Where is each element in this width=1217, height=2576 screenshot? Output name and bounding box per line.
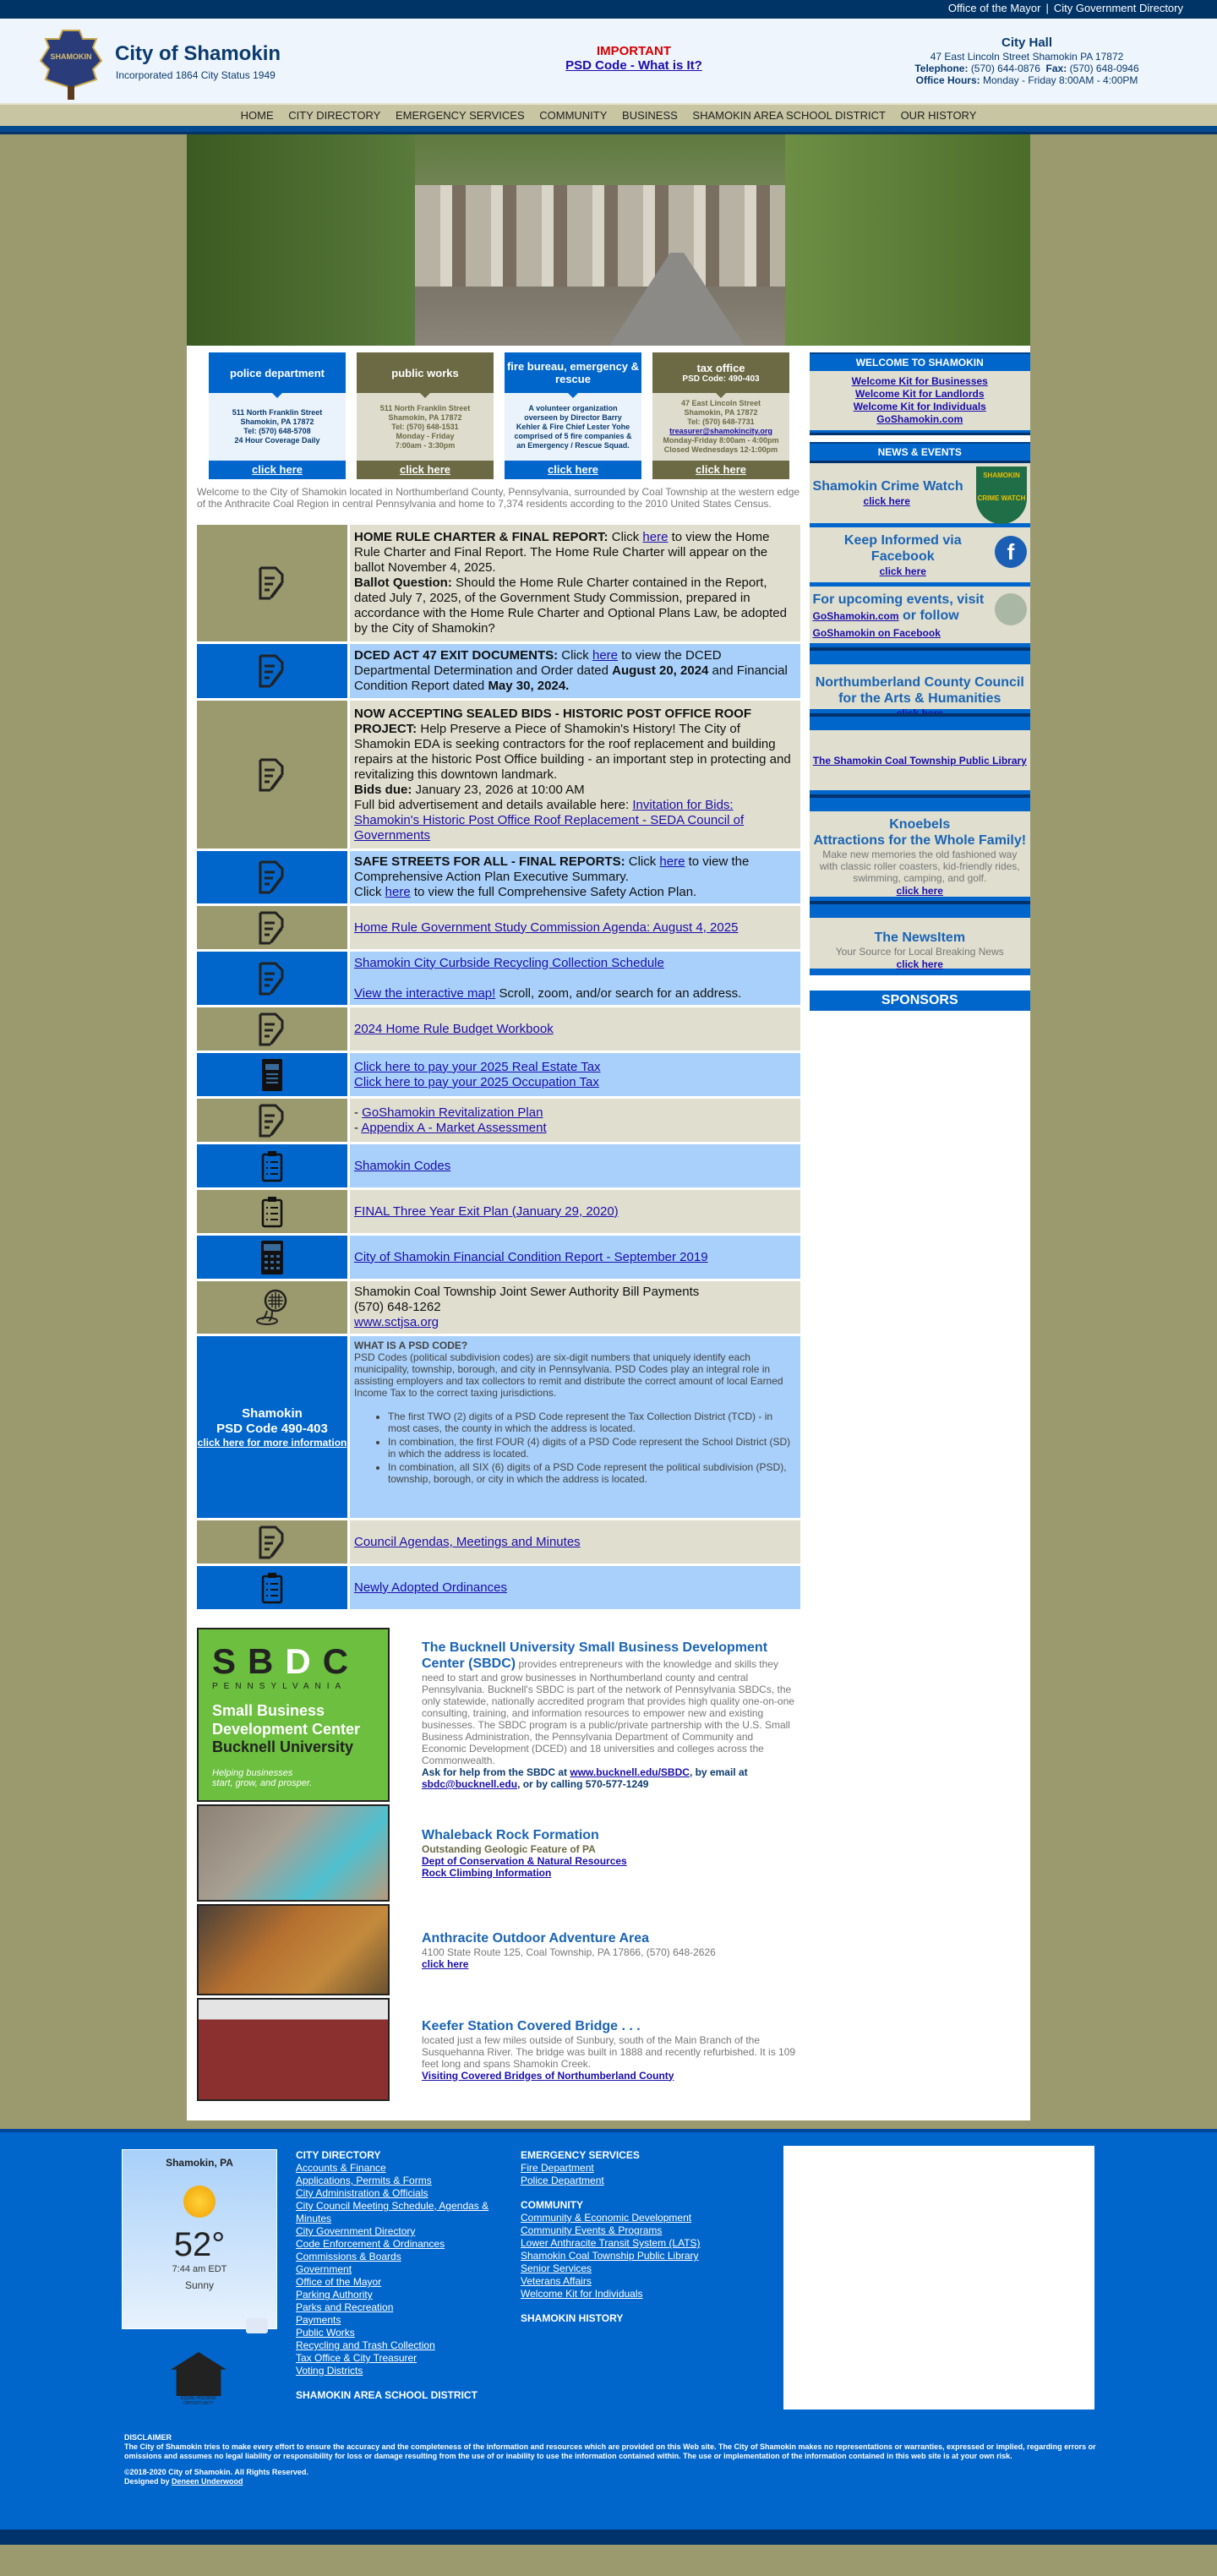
- nav-our-history[interactable]: OUR HISTORY: [900, 109, 977, 122]
- logo-text: C: [322, 1641, 361, 1681]
- card-line: A volunteer organization: [528, 403, 618, 412]
- document-edit-icon: [197, 1007, 347, 1051]
- occupation-tax-link[interactable]: Click here to pay your 2025 Occupation Tax: [354, 1074, 599, 1089]
- hero-houses: [415, 185, 787, 287]
- document-edit-icon: [197, 906, 347, 949]
- card-title-text: tax office: [696, 362, 745, 374]
- dcnr-link[interactable]: Dept of Conservation & Natural Resources: [422, 1855, 627, 1867]
- nav-city-directory[interactable]: CITY DIRECTORY: [288, 109, 381, 122]
- newsitem-link[interactable]: click here: [896, 958, 943, 970]
- city-hall-title: City Hall: [1001, 35, 1052, 50]
- nav-community[interactable]: COMMUNITY: [539, 109, 608, 122]
- promo-text: Ask for help from the SBDC at: [422, 1766, 570, 1778]
- arts-title: Northumberland County Council for the Arts & Humanities: [815, 675, 1024, 706]
- clipboard-list-icon: [197, 1144, 347, 1187]
- goshamokin-events-link[interactable]: GoShamokin.com: [812, 610, 899, 622]
- footer-link[interactable]: Fire Department: [521, 2162, 594, 2174]
- footer-link[interactable]: Accounts & Finance: [296, 2162, 386, 2174]
- government-directory-link[interactable]: City Government Directory: [1053, 2, 1183, 14]
- row-heading: HOME RULE CHARTER & FINAL REPORT:: [354, 530, 608, 544]
- equal-housing-text: EQUAL HOUSING OPPORTUNITY: [181, 2396, 216, 2406]
- goshamokin-link[interactable]: GoShamokin.com: [876, 413, 963, 425]
- psd-bullet: • The first TWO (2) digits of a PSD Code represent the Tax Collection District (TCD) - in most cases, the county in which the address is located.: [388, 1411, 796, 1434]
- card-line: Kehler & Fire Chief Lester Yohe: [516, 422, 630, 431]
- crime-watch-badge-icon: SHAMOKIN CRIME WATCH: [976, 467, 1027, 524]
- footer-school-district-link[interactable]: SHAMOKIN AREA SCHOOL DISTRICT: [296, 2389, 478, 2401]
- fire-click-here-button[interactable]: click here: [505, 461, 641, 479]
- psd-bullet: • In combination, all SIX (6) digits of a PSD Code represent the political subdivision (PSD), township, borough, or city in which the address is located.: [388, 1461, 796, 1485]
- row-text: to view the Comprehensive Action Plan Executive Summary.: [354, 854, 750, 884]
- welcome-box: [810, 352, 1030, 435]
- promo-title: Whaleback Rock Formation: [422, 1828, 599, 1842]
- card-line: Tel: (570) 648-1531: [391, 422, 459, 431]
- footer-link[interactable]: City Government Directory: [296, 2225, 416, 2237]
- logo-text: Development Center: [212, 1721, 361, 1738]
- bottom-bar: [0, 2530, 1217, 2545]
- row-sealed-bids: [197, 701, 800, 849]
- document-edit-icon: [197, 1099, 347, 1142]
- promo-text: provides entrepreneurs with the knowledge and skills they need to start and grow businesses in Northumberland county and central Pennsylvania. Bucknell's SBDC is part of the network of Pennsylvania SBDCs, the only statewide, nationally accredited program that provides high quality one-on-one consulting, training, and information resources to empower new and existing businesses. The SBDC program is a public/private partnership with the U.S. Small Business Administration, the Pennsylvania Department of Community and Economic Development (DCED) and 18 universities and colleges across the Commonwealth.: [422, 1658, 794, 1766]
- footer-history-link[interactable]: SHAMOKIN HISTORY: [521, 2312, 624, 2324]
- site-title[interactable]: City of Shamokin: [115, 42, 281, 65]
- knoebels-title: Knoebels: [889, 817, 951, 832]
- crime-watch-link[interactable]: click here: [863, 495, 910, 507]
- financial-report-link[interactable]: City of Shamokin Financial Condition Report - September 2019: [354, 1249, 708, 1264]
- footer-link[interactable]: Community Events & Programs: [521, 2224, 663, 2236]
- calculator-icon: [197, 1236, 347, 1279]
- treasurer-email-link[interactable]: treasurer@shamokincity.org: [669, 427, 772, 435]
- card-fire: [505, 352, 641, 479]
- logo-text: start, grow, and prosper.: [212, 1778, 313, 1788]
- document-edit-icon: [197, 644, 347, 698]
- footer-emergency-community: [521, 2149, 757, 2325]
- sewer-drain-icon: [197, 1281, 347, 1334]
- safe-streets-summary-link[interactable]: here: [659, 854, 685, 869]
- interactive-map-link[interactable]: View the interactive map!: [354, 985, 496, 1001]
- row-text: Scroll, zoom, and/or search for an address.: [495, 985, 742, 1001]
- row-text: Help Preserve a Piece of Shamokin's History! The City of Shamokin EDA is seeking contractors for the roof replacement and building repairs at the historic Post Office building - an important step in protecting and revitalizing this downtown landmark.: [354, 721, 791, 782]
- weather-condition: Sunny: [184, 2279, 215, 2291]
- footer-embed-box: [783, 2146, 1094, 2410]
- hero-trees-right: [785, 134, 1030, 346]
- footer-link[interactable]: Veterans Affairs: [521, 2275, 592, 2287]
- card-subtitle: PSD Code: 490-403: [682, 374, 760, 384]
- header: [0, 19, 1217, 103]
- council-agendas-link[interactable]: Council Agendas, Meetings and Minutes: [354, 1534, 581, 1549]
- arrow-divider: [810, 647, 1030, 664]
- card-tax-office: [652, 352, 789, 479]
- revitalization-plan-link[interactable]: GoShamokin Revitalization Plan: [362, 1105, 543, 1120]
- date-bold: August 20, 2024: [612, 663, 709, 678]
- telephone-label: Telephone:: [914, 63, 969, 74]
- row-home-rule: [197, 525, 800, 641]
- facebook-icon[interactable]: f: [995, 536, 1027, 568]
- recycling-schedule-link[interactable]: Shamokin City Curbside Recycling Collection Schedule: [354, 955, 664, 970]
- events-item: [810, 587, 1030, 647]
- footer-link[interactable]: Commissions & Boards: [296, 2251, 401, 2262]
- footer-link[interactable]: City Council Meeting Schedule, Agendas & Minutes: [296, 2200, 489, 2224]
- welcome-box-title: WELCOME TO SHAMOKIN: [810, 352, 1030, 371]
- ballot-question-label: Ballot Question:: [354, 576, 452, 590]
- hours-label: Office Hours:: [915, 74, 980, 86]
- card-title: police department: [209, 352, 346, 393]
- exit-plan-link[interactable]: FINAL Three Year Exit Plan (January 29, 2020): [354, 1203, 619, 1219]
- welcome-text: Welcome to the City of Shamokin located in Northumberland County, Pennsylvania, surrounded by Coal Township at the western edge of the Anthracite Coal Region in central Pennsylvania and home to 7,374 residents according to the 2010 United States Census.: [197, 486, 800, 510]
- newsitem-item: [810, 918, 1030, 975]
- hero-image: [187, 134, 1030, 346]
- news-events-box: [810, 442, 1030, 463]
- row-psd-code: [197, 1336, 800, 1518]
- separator: |: [1045, 2, 1049, 14]
- logo-text: PENNSYLVANIA: [212, 1682, 347, 1691]
- tax-office-click-here-button[interactable]: click here: [652, 461, 789, 479]
- sewer-phone: (570) 648-1262: [354, 1300, 441, 1314]
- welcome-kit-landlords-link[interactable]: Welcome Kit for Landlords: [855, 388, 985, 400]
- library-item: [810, 730, 1030, 794]
- hours: Monday - Friday 8:00AM - 4:00PM: [982, 74, 1138, 86]
- library-link[interactable]: The Shamokin Coal Township Public Library: [812, 755, 1027, 767]
- bids-due-date: January 23, 2026 at 10:00 AM: [412, 782, 585, 797]
- covered-bridge-image: [197, 1998, 390, 2101]
- market-assessment-link[interactable]: Appendix A - Market Assessment: [361, 1120, 547, 1135]
- arrow-divider: [810, 901, 1030, 918]
- top-bar: [0, 0, 1217, 19]
- row-heading: SAFE STREETS FOR ALL - FINAL REPORTS:: [354, 854, 625, 869]
- goshamokin-logo-icon: [995, 593, 1027, 625]
- date-bold: May 30, 2024.: [488, 679, 570, 693]
- card-title: public works: [357, 352, 494, 393]
- budget-workbook-link[interactable]: 2024 Home Rule Budget Workbook: [354, 1021, 554, 1036]
- row-ordinances: [197, 1566, 800, 1609]
- card-body: [652, 393, 789, 461]
- telephone: (570) 644-0876: [970, 63, 1040, 74]
- office-of-mayor-link[interactable]: Office of the Mayor: [947, 2, 1041, 14]
- document-edit-icon: [197, 952, 347, 1005]
- important-label: IMPORTANT: [596, 44, 672, 58]
- events-text: or follow: [898, 609, 959, 623]
- card-line: Tel: (570) 648-5708: [243, 427, 311, 435]
- logo-text: D: [285, 1641, 323, 1681]
- footer-link[interactable]: Tax Office & City Treasurer: [296, 2352, 417, 2364]
- promo-text: located just a few miles outside of Sunbury, south of the Main Branch of the Susquehanna River. The bridge was built in 1888 and recently refurbished. It is 109 feet long and spans Shamokin Creek.: [422, 2033, 796, 2070]
- equal-housing-icon: [169, 2352, 228, 2411]
- card-public-works: [357, 352, 494, 479]
- promo-text: 4100 State Route 125, Coal Township, PA 17866, (570) 648-2626: [422, 1946, 716, 1958]
- card-line: 511 North Franklin Street: [232, 408, 323, 417]
- footer-link[interactable]: Payments: [296, 2314, 341, 2326]
- safe-streets-plan-link[interactable]: here: [385, 885, 411, 899]
- facebook-title: Keep Informed via Facebook: [843, 533, 962, 564]
- footer: [0, 2129, 1217, 2530]
- designed-by-label: Designed by: [124, 2477, 172, 2486]
- footer-link[interactable]: Public Works: [296, 2327, 355, 2339]
- real-estate-tax-link[interactable]: Click here to pay your 2025 Real Estate Tax: [354, 1059, 601, 1074]
- row-codes: [197, 1144, 800, 1187]
- row-text: Click: [625, 854, 660, 869]
- public-works-click-here-button[interactable]: click here: [357, 461, 494, 479]
- newsitem-title: The NewsItem: [874, 931, 966, 945]
- card-line: Closed Wednesdays 12-1:00pm: [663, 445, 778, 454]
- psd-left-code: PSD Code 490-403: [216, 1421, 328, 1436]
- sidebar: [810, 352, 1030, 2104]
- weather-temperature: 52°: [173, 2226, 226, 2263]
- card-line: 24 Hour Coverage Daily: [234, 436, 320, 445]
- card-line: Monday - Friday: [396, 431, 455, 440]
- promo-title: Keefer Station Covered Bridge . . .: [422, 2018, 641, 2033]
- fax: (570) 648-0946: [1069, 63, 1139, 74]
- promo-text: , by email at: [689, 1766, 748, 1778]
- footer-link[interactable]: Parks and Recreation: [296, 2301, 394, 2313]
- logo-text: Helping businesses: [212, 1768, 293, 1778]
- study-commission-agenda-link[interactable]: Home Rule Government Study Commission Agenda: August 4, 2025: [354, 920, 739, 935]
- psd-more-info-link[interactable]: click here for more information: [197, 1436, 347, 1449]
- promo-whaleback: [197, 1804, 800, 1902]
- designer-link[interactable]: Deneen Underwood: [172, 2477, 243, 2486]
- footer-link[interactable]: Welcome Kit for Individuals: [521, 2288, 643, 2300]
- footer-link[interactable]: Voting Districts: [296, 2365, 363, 2377]
- footer-link[interactable]: Code Enforcement & Ordinances: [296, 2238, 445, 2250]
- card-body: [209, 393, 346, 461]
- dash: -: [354, 1120, 362, 1135]
- tax-calculator-icon: [197, 1053, 347, 1096]
- news-events-title: NEWS & EVENTS: [810, 442, 1030, 463]
- row-text: to view the Home Rule Charter and Final Report. The Home Rule Charter will appear on the ballot November 4, 2025.: [354, 530, 770, 575]
- psd-description: PSD Codes (political subdivision codes) are six-digit numbers that uniquely identify each municipality, township, borough, and city in Pennsylvania. PSD Codes play an integral role in assisting employers and tax collectors to remit and distribute the correct amount of local Earned Income Tax to the correct taxing jurisdictions.: [354, 1351, 783, 1399]
- card-line: 7:00am - 3:30pm: [395, 440, 456, 450]
- facebook-item: [810, 527, 1030, 587]
- row-recycling: [197, 952, 800, 1005]
- document-edit-icon: [197, 525, 347, 641]
- sun-icon: [183, 2186, 216, 2218]
- footer-heading-emergency[interactable]: EMERGENCY SERVICES: [521, 2149, 640, 2161]
- row-revitalization: [197, 1099, 800, 1142]
- promo-anthracite: [197, 1904, 800, 1995]
- card-title: fire bureau, emergency & rescue: [505, 352, 641, 393]
- psd-code-link[interactable]: PSD Code - What is It?: [565, 58, 702, 73]
- hero-trees-left: [187, 134, 415, 346]
- nav-divider: [0, 126, 1217, 134]
- logo-text: SB: [212, 1641, 286, 1681]
- card-line: Shamokin, PA 17872: [684, 408, 758, 417]
- svg-text:SHAMOKIN: SHAMOKIN: [50, 52, 92, 61]
- dash: -: [354, 1105, 363, 1120]
- card-line: Shamokin, PA 17872: [240, 418, 314, 426]
- weather-location: Shamokin, PA: [166, 2157, 233, 2169]
- disclaimer-title: DISCLAIMER: [124, 2433, 172, 2442]
- site-subtitle: Incorporated 1864 City Status 1949: [116, 69, 276, 81]
- footer-link[interactable]: Shamokin Coal Township Public Library: [521, 2250, 699, 2262]
- dirt-bike-image: [197, 1904, 390, 1995]
- sbdc-email-link[interactable]: sbdc@bucknell.edu: [422, 1778, 518, 1790]
- card-body: [357, 393, 494, 461]
- weather-expand-button[interactable]: [246, 2318, 268, 2333]
- promo-title: Anthracite Outdoor Adventure Area: [422, 1930, 650, 1946]
- card-police: [209, 352, 346, 479]
- main-column: [197, 352, 800, 2104]
- knoebels-item: [810, 811, 1030, 901]
- promo-sbdc: [197, 1628, 800, 1802]
- row-text: Click: [558, 648, 592, 663]
- footer-link[interactable]: Police Department: [521, 2175, 604, 2186]
- police-click-here-button[interactable]: click here: [209, 461, 346, 479]
- promo-list: [197, 1628, 800, 2101]
- page-container: [187, 134, 1030, 2120]
- invitation-for-bids-link[interactable]: Invitation for Bids: Shamokin's Historic Post Office Roof Replacement - SEDA Council of Governments: [354, 797, 745, 843]
- row-text: Click: [354, 885, 385, 899]
- clipboard-list-icon: [197, 1566, 347, 1609]
- row-text: Click: [608, 530, 643, 544]
- keystone-logo-icon[interactable]: [37, 27, 105, 100]
- shamokin-codes-link[interactable]: Shamokin Codes: [354, 1158, 451, 1173]
- dced-here-link[interactable]: here: [592, 648, 619, 663]
- logo-text: Bucknell University: [212, 1738, 354, 1755]
- card-line: Shamokin, PA 17872: [388, 412, 462, 422]
- card-line: comprised of 5 fire companies &: [514, 431, 632, 440]
- goshamokin-facebook-link[interactable]: GoShamokin on Facebook: [812, 627, 941, 639]
- knoebels-text: Make new memories the old fashioned way with classic roller coasters, kid-friendly rides, swimming, camping, and golf.: [819, 849, 1020, 884]
- disclaimer: [124, 2433, 1105, 2493]
- row-text: to view the DCED Departmental Determination and Order dated: [354, 648, 722, 678]
- footer-spacer: [0, 2120, 1217, 2129]
- disclaimer-text: The City of Shamokin tries to make every effort to ensure the accuracy and the completeness of the information and resources which are provided on this Web site. The City of Shamokin makes no representations or warranties, expressed or implied, regarding errors or omissions and assumes no legal liability or responsibility for loss or damage resulting from the use of or inability to use the information contained within. The use or implementation of the information contained in this web site is at your own risk.: [124, 2442, 1096, 2460]
- important-notice: [490, 44, 778, 73]
- row-tax-payment: [197, 1053, 800, 1096]
- events-text: For upcoming events, visit: [812, 592, 985, 607]
- city-hall-address: 47 East Lincoln Street Shamokin PA 17872: [930, 51, 1124, 63]
- weather-time: 7:44 am EDT: [172, 2264, 227, 2274]
- arrow-divider: [810, 794, 1030, 811]
- city-hall-info: [887, 35, 1166, 86]
- footer-link[interactable]: Office of the Mayor: [296, 2276, 382, 2288]
- bids-due-label: Bids due:: [354, 782, 412, 797]
- footer-link[interactable]: Government: [296, 2263, 352, 2275]
- row-exit-plan: [197, 1190, 800, 1233]
- sctjsa-link[interactable]: www.sctjsa.org: [354, 1315, 439, 1329]
- footer-link[interactable]: Senior Services: [521, 2262, 592, 2274]
- main-nav: [0, 103, 1217, 126]
- home-rule-here-link[interactable]: here: [642, 530, 669, 544]
- covered-bridges-link[interactable]: Visiting Covered Bridges of Northumberland County: [422, 2069, 674, 2082]
- sbdc-url-link[interactable]: www.bucknell.edu/SBDC: [570, 1766, 690, 1778]
- sewer-authority-text: Shamokin Coal Township Joint Sewer Authority Bill Payments: [354, 1285, 700, 1299]
- sbdc-logo-image[interactable]: [197, 1628, 390, 1802]
- card-line: Monday-Friday 8:00am - 4:00pm: [663, 436, 779, 445]
- row-text: to view the full Comprehensive Safety Action Plan.: [410, 885, 697, 899]
- ballot-question-text: Should the Home Rule Charter contained in the Report, dated July 7, 2025, of the Government Study Commission, prepared in accordance with the Home Rule Charter and Optional Plans Law, be adopted by the City of Shamokin?: [354, 576, 787, 636]
- arrow-divider: [810, 713, 1030, 730]
- footer-link[interactable]: Recycling and Trash Collection: [296, 2339, 435, 2351]
- psd-bullet: • In combination, the first FOUR (4) digits of a PSD Code represent the School District (SD) in which the address is located.: [388, 1436, 796, 1460]
- row-dced: [197, 644, 800, 698]
- crime-watch-title: Shamokin Crime Watch: [812, 479, 963, 494]
- row-budget: [197, 1007, 800, 1051]
- nav-emergency-services[interactable]: EMERGENCY SERVICES: [395, 109, 525, 122]
- service-cards: [197, 352, 800, 479]
- whaleback-image: [197, 1804, 390, 1902]
- rock-climbing-link[interactable]: Rock Climbing Information: [422, 1867, 552, 1879]
- nav-home[interactable]: HOME: [240, 109, 274, 122]
- document-edit-icon: [197, 701, 347, 849]
- facebook-link[interactable]: click here: [879, 565, 926, 577]
- card-line: overseen by Director Barry: [524, 412, 622, 422]
- footer-city-directory: [296, 2149, 507, 2402]
- row-study-agenda: [197, 906, 800, 949]
- logo-text: Small Business: [212, 1702, 325, 1719]
- ordinances-link[interactable]: Newly Adopted Ordinances: [354, 1580, 507, 1595]
- document-edit-icon: [197, 1520, 347, 1564]
- card-line: 47 East Lincoln Street: [680, 399, 761, 407]
- footer-link[interactable]: Parking Authority: [296, 2289, 373, 2300]
- promo-text: , or by calling 570-577-1249: [517, 1778, 649, 1790]
- newsitem-text: Your Source for Local Breaking News: [835, 946, 1004, 958]
- card-line: Tel: (570) 648-7731: [687, 418, 755, 426]
- card-title: [652, 352, 789, 393]
- psd-title: WHAT IS A PSD CODE?: [354, 1340, 468, 1351]
- footer-heading-community[interactable]: COMMUNITY: [521, 2199, 583, 2211]
- clipboard-list-icon: [197, 1190, 347, 1233]
- document-edit-icon: [197, 851, 347, 903]
- footer-link[interactable]: City Administration & Officials: [296, 2187, 428, 2199]
- row-safe-streets: [197, 851, 800, 903]
- psd-code-panel: [197, 1336, 347, 1518]
- nav-business[interactable]: BUSINESS: [622, 109, 678, 122]
- knoebels-link[interactable]: click here: [896, 885, 943, 897]
- promo-title: The Bucknell University Small Business Development Center (SBDC): [422, 1640, 768, 1671]
- row-text: Full bid advertisement and details available here:: [354, 797, 633, 812]
- copyright: ©2018-2020 City of Shamokin. All Rights Reserved.: [124, 2468, 308, 2476]
- promo-subtitle: Outstanding Geologic Feature of PA: [422, 1843, 596, 1855]
- nav-school-district[interactable]: SHAMOKIN AREA SCHOOL DISTRICT: [692, 109, 886, 122]
- row-council: [197, 1520, 800, 1564]
- footer-heading-city-directory[interactable]: CITY DIRECTORY: [296, 2149, 381, 2161]
- footer-link[interactable]: Community & Economic Development: [521, 2212, 692, 2224]
- row-sewer: [197, 1281, 800, 1334]
- footer-link[interactable]: Lower Anthracite Transit System (LATS): [521, 2237, 701, 2249]
- knoebels-subtitle: Attractions for the Whole Family!: [813, 833, 1027, 848]
- card-body: [505, 393, 641, 461]
- sponsors-header: SPONSORS: [810, 991, 1030, 1011]
- card-line: 511 North Franklin Street: [379, 403, 471, 412]
- weather-widget[interactable]: [122, 2149, 277, 2329]
- notice-list: [197, 525, 800, 1609]
- promo-keefer: [197, 1998, 800, 2101]
- box-footer: [810, 430, 1030, 435]
- fax-label: Fax:: [1045, 63, 1067, 74]
- crime-watch-item: [810, 463, 1030, 527]
- row-heading: NOW ACCEPTING SEALED BIDS - HISTORIC POST OFFICE ROOF PROJECT:: [354, 706, 752, 736]
- card-line: an Emergency / Rescue Squad.: [516, 440, 630, 450]
- psd-bullets: [388, 1411, 796, 1487]
- aoaa-click-here-link[interactable]: click here: [422, 1957, 469, 1970]
- psd-left-title: Shamokin: [242, 1405, 303, 1421]
- row-text: and Financial Condition Report dated: [354, 663, 788, 693]
- welcome-kit-individuals-link[interactable]: Welcome Kit for Individuals: [853, 401, 986, 412]
- row-heading: DCED ACT 47 EXIT DOCUMENTS:: [354, 648, 559, 663]
- arts-item: [810, 664, 1030, 713]
- footer-link[interactable]: Applications, Permits & Forms: [296, 2175, 432, 2186]
- row-financial-report: [197, 1236, 800, 1279]
- welcome-kit-businesses-link[interactable]: Welcome Kit for Businesses: [851, 375, 988, 387]
